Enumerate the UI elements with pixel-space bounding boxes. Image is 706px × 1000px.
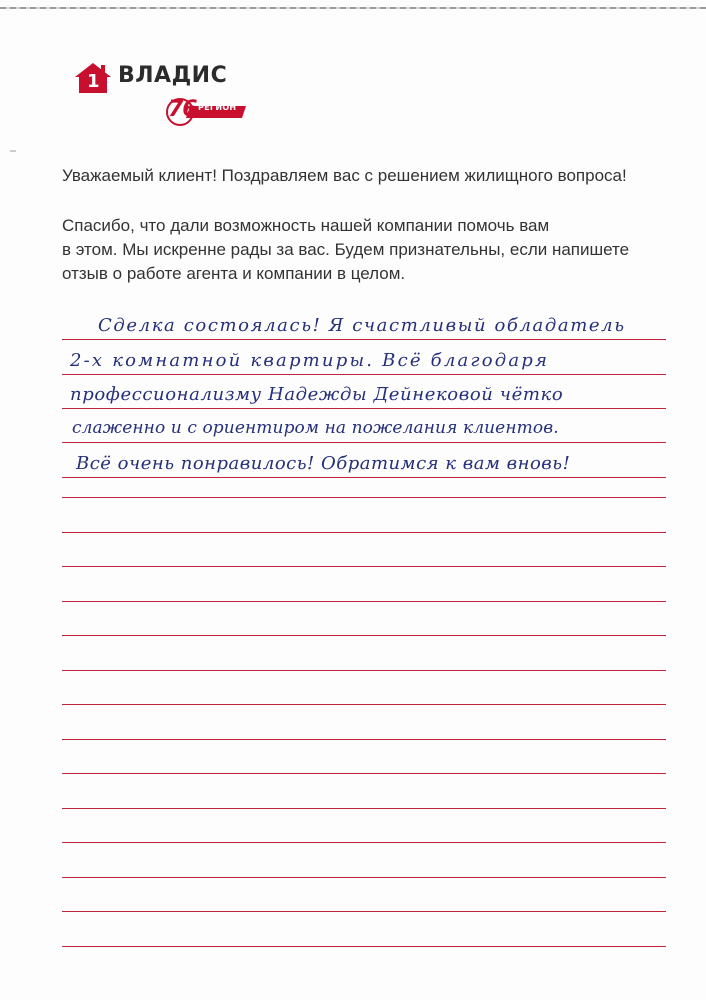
logo-region-number: 76: [168, 97, 197, 122]
ruled-line: [62, 497, 666, 498]
ruled-line: [62, 442, 666, 443]
intro-line: отзыв о работе агента и компании в целом.: [62, 264, 406, 283]
ruled-line: [62, 842, 666, 843]
ruled-line: [62, 477, 666, 478]
ruled-line: [62, 601, 666, 602]
greeting-text: Уважаемый клиент! Поздравляем вас с решением жилищного вопроса!: [62, 166, 627, 185]
ruled-line: [62, 911, 666, 912]
ruled-line: [62, 704, 666, 705]
ruled-line: [62, 739, 666, 740]
handwritten-review-line: слаженно и с ориентиром на пожелания клиентов.: [72, 418, 559, 438]
ruled-line: [62, 635, 666, 636]
ruled-line: [62, 566, 666, 567]
ruled-line: [62, 808, 666, 809]
handwritten-review-line: Сделка состоялась! Я счастливый обладатель: [98, 315, 626, 336]
logo-house-number: 1: [87, 71, 100, 92]
handwritten-review-line: Всё очень понравилось! Обратимся к вам вновь!: [76, 453, 571, 474]
intro-line: Спасибо, что дали возможность нашей компании помочь вам: [62, 216, 550, 235]
ruled-line: [62, 532, 666, 533]
logo-brand-name: ВЛАДИС: [118, 63, 228, 88]
ruled-line: [62, 946, 666, 947]
ruled-line: [62, 877, 666, 878]
intro-line: в этом. Мы искренне рады за вас. Будем признательны, если напишете: [62, 240, 630, 259]
ruled-line: [62, 773, 666, 774]
ruled-line: [62, 670, 666, 671]
handwritten-review-line: профессионализму Надежды Дейнековой чётко: [70, 384, 564, 405]
ruled-line: [62, 339, 666, 340]
logo-region-label: РЕГИОН: [198, 103, 237, 112]
ruled-line: [62, 374, 666, 375]
handwritten-review-line: 2-х комнатной квартиры. Всё благодаря: [70, 350, 550, 371]
ruled-line: [62, 408, 666, 409]
